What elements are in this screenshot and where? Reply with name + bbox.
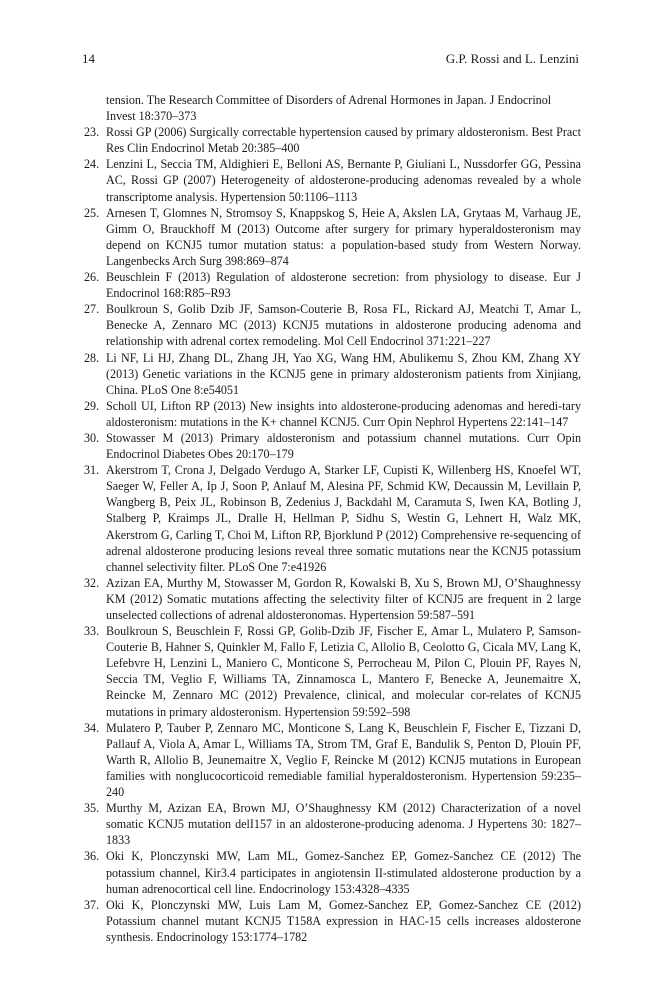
reference-list	[84, 92, 581, 945]
reference-number: 30.	[84, 430, 100, 445]
reference-text: Mulatero P, Tauber P, Zennaro MC, Monticone S, Lang K, Beuschlein F, Fischer E, Tizzani D, Pallauf A, Viola A, Amar L, Williams TA, Strom TM, Graf E, Bandulik S, Penton D, Plouin PF, Warth R, Allolio B, Jeunemaitre X, Veglio F, Reincke M (2012) KCNJ5 mutations in European families with nonglucocorticoid remediable familial hyperaldosteronism. Hypertension 59:235–240	[106, 720, 581, 800]
reference-item	[84, 205, 581, 269]
reference-number: 29.	[84, 398, 100, 413]
reference-item	[84, 398, 581, 430]
reference-item	[84, 269, 581, 301]
reference-text: Akerstrom T, Crona J, Delgado Verdugo A, Starker LF, Cupisti K, Willenberg HS, Knoefel WT, Saeger W, Feller A, Ip J, Soon P, Anlauf M, Alesina PF, Schmid KW, Decaussin M, Levillain P, Wangberg B, Peix JL, Robinson B, Zedenius J, Backdahl M, Caramuta S, Iwen KA, Botling J, Stalberg P, Kraimps JL, Dralle H, Hellman P, Sidhu S, Westin G, Lehnert H, Walz MK, Akerstrom G, Carling T, Choi M, Lifton RP, Bjorklund P (2012) Comprehensive re-sequencing of adrenal aldosterone producing lesions reveal three somatic mutations near the KCNJ5 potassium channel selectivity filter. PLoS One 7:e41926	[106, 463, 581, 574]
reference-item	[84, 301, 581, 349]
reference-item	[84, 124, 581, 156]
reference-number: 35.	[84, 801, 100, 816]
running-head-authors: G.P. Rossi and L. Lenzini	[445, 51, 579, 66]
reference-text: Stowasser M (2013) Primary aldosteronism and potassium channel mutations. Curr Opin Endocrinol Diabetes Obes 20:170–179	[106, 430, 581, 462]
reference-text: Azizan EA, Murthy M, Stowasser M, Gordon R, Kowalski B, Xu S, Brown MJ, O’Shaughnessy KM (2012) Somatic mutations affecting the selectivity filter of KCNJ5 are frequent in 2 large unselected collections of adrenal aldosteronomas. Hypertension 59:587–591	[106, 575, 581, 622]
reference-item	[84, 462, 581, 575]
reference-item	[84, 430, 581, 462]
running-head	[82, 51, 579, 67]
reference-text: Li NF, Li HJ, Zhang DL, Zhang JH, Yao XG, Wang HM, Abulikemu S, Zhou KM, Zhang XY (2013) Genetic variations in the KCNJ5 gene in primary aldosteronism patients from Xinjiang, China. PLoS One 8:e54051	[106, 350, 581, 397]
reference-text: Lenzini L, Seccia TM, Aldighieri E, Belloni AS, Bernante P, Giuliani L, Nussdorfer GG, Pessina AC, Rossi GP (2007) Heterogeneity of aldosterone-producing adenomas revealed by a whole transcriptome analysis. Hypertension 50:1106–1113	[106, 157, 581, 204]
reference-text: Boulkroun S, Golib Dzib JF, Samson-Couterie B, Rosa FL, Rickard AJ, Meatchi T, Amar L, Benecke A, Zennaro MC (2013) KCNJ5 mutations in aldosterone producing adenoma and relationship with adrenal cortex remodeling. Mol Cell Endocrinol 371:221–227	[106, 302, 581, 349]
reference-number: 28.	[84, 350, 100, 365]
reference-item	[84, 623, 581, 720]
reference-number: 33.	[84, 624, 100, 639]
reference-text: Oki K, Plonczynski MW, Luis Lam M, Gomez-Sanchez EP, Gomez-Sanchez CE (2012) Potassium channel mutant KCNJ5 T158A expression in HAC-15 cells increases aldosterone synthesis. Endocrinology 153:1774–1782	[106, 897, 581, 944]
reference-number: 36.	[84, 849, 100, 864]
reference-number: 27.	[84, 302, 100, 317]
reference-text: Oki K, Plonczynski MW, Lam ML, Gomez-Sanchez EP, Gomez-Sanchez CE (2012) The potassium channel, Kir3.4 participates in angiotensin II-stimulated aldosterone production by a human adrenocortical cell line. Endocrinology 153:4328–4335	[106, 849, 581, 896]
page-number: 14	[82, 51, 95, 66]
reference-number: 26.	[84, 270, 100, 285]
reference-item	[84, 720, 581, 800]
reference-number: 32.	[84, 575, 100, 590]
reference-number: 24.	[84, 157, 100, 172]
reference-text: Arnesen T, Glomnes N, Stromsoy S, Knappskog S, Heie A, Akslen LA, Grytaas M, Varhaug JE, Gimm O, Brauckhoff M (2013) Outcome after surgery for primary hyperaldosteronism may depend on KCNJ5 tumor mutation status: a population-based study from Western Norway. Langenbecks Arch Surg 398:869–874	[106, 205, 581, 268]
reference-item	[84, 575, 581, 623]
reference-number: 25.	[84, 205, 100, 220]
reference-text: Beuschlein F (2013) Regulation of aldosterone secretion: from physiology to disease. Eur J Endocrinol 168:R85–R93	[106, 270, 581, 301]
reference-number: 23.	[84, 125, 100, 140]
reference-item	[84, 350, 581, 398]
reference-item	[84, 897, 581, 945]
reference-text: Scholl UI, Lifton RP (2013) New insights into aldosterone-producing adenomas and heredi-tary aldosteronism: mutations in the K+ channel KCNJ5. Curr Opin Nephrol Hypertens 22:141–147	[106, 398, 581, 429]
reference-text: Boulkroun S, Beuschlein F, Rossi GP, Golib-Dzib JF, Fischer E, Amar L, Mulatero P, Samson-Couterie B, Hahner S, Quinkler M, Fallo F, Letizia C, Allolio B, Ceolotto G, Cicala MV, Lang K, Lefebvre H, Lenzini L, Maniero C, Monticone S, Perrocheau M, Pilon C, Plouin PF, Rayes N, Seccia TM, Veglio F, Williams TA, Zinnamosca L, Mantero F, Benecke A, Jeunemaitre X, Reincke M, Zennaro MC (2012) Prevalence, clinical, and molecular cor-relates of KCNJ5 mutations in primary aldosteronism. Hypertension 59:592–598	[106, 624, 581, 719]
reference-continuation: tension. The Research Committee of Disorders of Adrenal Hormones in Japan. J Endocrinol Invest 18:370–373	[106, 93, 552, 124]
reference-number: 37.	[84, 897, 100, 912]
reference-item	[84, 848, 581, 896]
reference-item	[84, 800, 581, 848]
reference-text: Murthy M, Azizan EA, Brown MJ, O’Shaughnessy KM (2012) Characterization of a novel somatic KCNJ5 mutation delI157 in an aldosterone-producing adenoma. J Hypertens 30: 1827–1833	[106, 801, 581, 848]
reference-number: 31.	[84, 463, 100, 478]
reference-text: Rossi GP (2006) Surgically correctable hypertension caused by primary aldosteronism. Best Pract Res Clin Endocrinol Metab 20:385–400	[106, 125, 581, 156]
reference-number: 34.	[84, 720, 100, 735]
reference-item	[84, 156, 581, 204]
